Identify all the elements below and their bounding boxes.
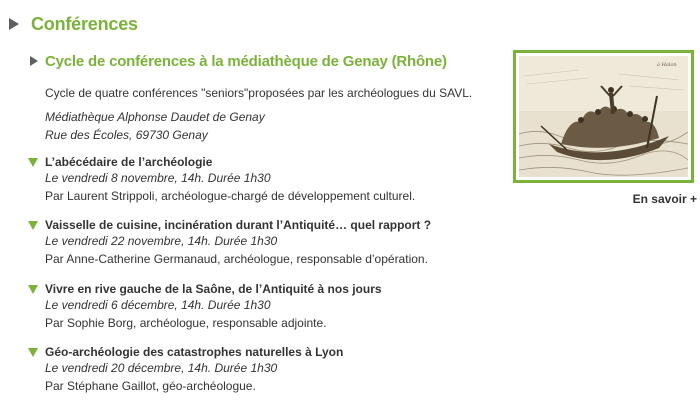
triangle-down-icon	[28, 221, 38, 230]
talk-speaker: Par Sophie Borg, archéologue, responsable adjointe.	[45, 316, 327, 330]
venue-name: Médiathèque Alphonse Daudet de Genay	[45, 110, 265, 124]
talk-title[interactable]: Vivre en rive gauche de la Saône, de l’Antiquité à nos jours	[45, 282, 382, 296]
triangle-down-icon	[28, 158, 38, 167]
talk-item[interactable]	[28, 154, 415, 204]
cycle-intro: Cycle de quatre conférences "seniors"proposées par les archéologues du SAVL.	[45, 86, 473, 100]
talk-speaker: Par Stéphane Gaillot, géo-archéologue.	[45, 379, 256, 393]
talk-title[interactable]: Vaisselle de cuisine, incinération durant l’Antiquité… quel rapport ?	[45, 218, 432, 232]
talk-speaker: Par Anne-Catherine Germanaud, archéologue, responsable d’opération.	[45, 252, 428, 266]
talk-item[interactable]	[28, 281, 382, 331]
image-caption: à Halon	[657, 62, 677, 68]
venue-address: Rue des Écoles, 69730 Genay	[45, 128, 208, 142]
talk-date: Le vendredi 6 décembre, 14h. Durée 1h30	[45, 298, 271, 312]
read-more-link[interactable]: En savoir +	[632, 192, 697, 206]
cycle-heading[interactable]	[30, 51, 447, 71]
triangle-down-icon	[28, 285, 38, 294]
triangle-right-icon	[30, 56, 38, 66]
triangle-right-icon	[9, 18, 19, 30]
talk-date: Le vendredi 22 novembre, 14h. Durée 1h30	[45, 234, 278, 248]
talk-date: Le vendredi 8 novembre, 14h. Durée 1h30	[45, 171, 271, 185]
section-title: Conférences	[31, 13, 138, 34]
flood-boat-sketch-image	[519, 56, 688, 177]
cycle-title[interactable]: Cycle de conférences à la médiathèque de Genay (Rhône)	[45, 52, 447, 70]
talk-date: Le vendredi 20 décembre, 14h. Durée 1h30	[45, 361, 278, 375]
talk-title[interactable]: L’abécédaire de l’archéologie	[45, 155, 213, 169]
triangle-down-icon	[28, 348, 38, 357]
talk-title[interactable]: Géo-archéologie des catastrophes naturelles à Lyon	[45, 345, 344, 359]
illustration-image[interactable]	[513, 50, 694, 183]
talk-item[interactable]	[28, 344, 343, 394]
section-heading	[9, 12, 138, 36]
talk-speaker: Par Laurent Strippoli, archéologue-chargé de développement culturel.	[45, 189, 416, 203]
talk-item[interactable]	[28, 217, 431, 267]
